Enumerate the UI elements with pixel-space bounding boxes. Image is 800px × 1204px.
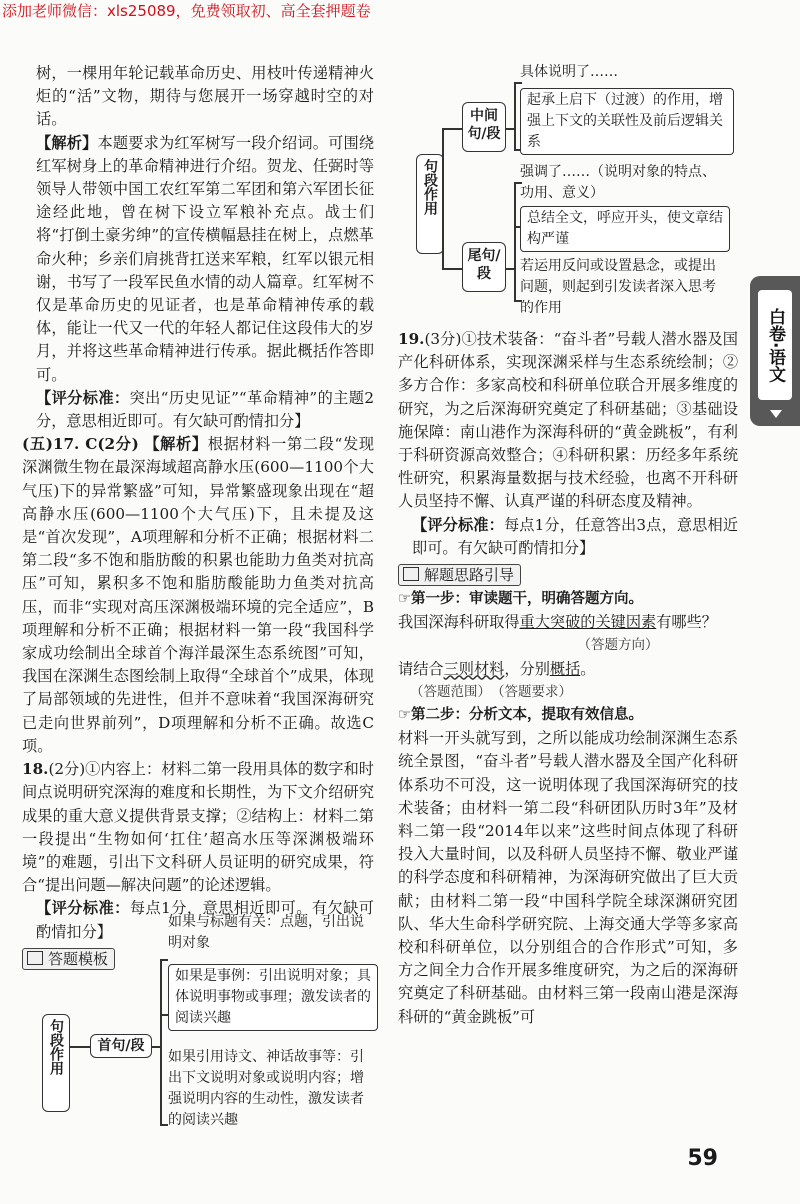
q18-score-text: 每点1分，意思相近即可。有欠缺可酌情扣分】 — [36, 899, 374, 941]
answer-paragraph: 树，一棵用年轮记载革命历史、用枝叶传递精神火炬的“活”文物，期待与您展开一场穿越时空的对话。 — [36, 64, 374, 129]
s1-key-direction: 重大突破的关键因素 — [519, 613, 657, 632]
score-text: 突出“历史见证”“革命精神”的主题2分，意思相近即可。有欠缺可酌情扣分】 — [36, 388, 374, 431]
tree-root-label: 句段作用 — [48, 1019, 64, 1075]
step-one-text: 第一步：审读题干，明确答题方向。 — [411, 591, 643, 608]
s1-text: 我国深海科研取得 — [398, 613, 520, 632]
guide-title: 解题思路引导 — [424, 566, 515, 585]
q17-head: (五)17. C(2分) — [22, 435, 139, 454]
answer-template-diagram — [22, 912, 382, 1172]
annotation-direction: （答题方向） — [577, 637, 659, 654]
s1-text: ，分别 — [504, 659, 550, 678]
tree-branch-end — [462, 242, 506, 292]
page-number: 59 — [687, 1146, 718, 1171]
s1-text: 请结合 — [398, 659, 444, 678]
guide-heading — [398, 564, 521, 586]
tree-item: 总结全文，呼应开头，使文章结构严谨 — [520, 206, 730, 252]
s1-text: 有哪些？ — [656, 613, 717, 632]
sentence-function-diagram — [412, 60, 737, 322]
q19-head: 19. — [398, 330, 425, 348]
s1-requirement: 概括 — [549, 659, 581, 678]
connector — [514, 182, 516, 300]
connector — [442, 268, 462, 270]
score-paragraph — [22, 387, 374, 433]
connector — [506, 128, 514, 130]
triangle-down-icon — [770, 410, 782, 418]
q18-score-tag: 【评分标准： — [36, 899, 130, 918]
tree-item: 如果是事例：引出说明对象；具体说明事物或事理；激发读者的阅读兴趣 — [168, 964, 378, 1031]
tree-item: 若运用反问或设置悬念，或提出问题，则起到引发读者深入思考的作用 — [520, 258, 716, 316]
q19-score-tag: 【评分标准： — [412, 515, 504, 534]
analysis-text: 本题要求为红军树写一段介绍词。可围绕红军树身上的革命精神进行介绍。贺龙、任弼时等领导人带领中国工农红军第二军团和第六军团长征途经此地，曾在树下设立军粮补充点。战士们将“打倒土豪劣绅”的宣传横幅悬挂在树上，点燃革命火种；乡亲们肩挑背扛送来军粮，红军以银元相谢，书写了一段军民鱼水情的动人篇章。红军树不仅是革命历史的见证者，也是革命精神传承的载体，能让一代又一代的年轻人都记住这段伟大的岁月，并将这些革命精神进行传承。据此概括作答即可。 — [36, 133, 375, 384]
left-column — [22, 62, 374, 972]
tree-root — [416, 154, 444, 254]
question-19 — [398, 328, 738, 514]
tree-item: 强调了……（说明对象的特点、功用、意义） — [520, 164, 716, 201]
edit-icon — [403, 567, 419, 581]
connector — [160, 1124, 168, 1126]
step-one: ☞第一步：审读题干，明确答题方向。 — [398, 591, 643, 608]
connector — [160, 959, 168, 961]
connector — [442, 128, 462, 130]
tree-item: 如果引用诗文、神话故事等：引出下文说明对象或说明内容；增强说明内容的生动性，激发读者的阅读兴趣 — [168, 1049, 364, 1128]
tree-item: 如果与标题有关：点题，引出说明对象 — [168, 914, 364, 951]
connector — [506, 268, 514, 270]
tree-branch-label: 尾句/段 — [467, 248, 501, 282]
q19-score-text: 每点1分，任意答出3点，意思相近即可。有欠缺可酌情扣分】 — [412, 515, 739, 557]
step-two-analysis: 材料一开头就写到，之所以能成功绘制深渊生态系统全景图，“奋斗者”号载人潜水器及全国产化科研体系功不可没，这一说明体现了我国深海研究的技术装备；由材料一第二段“科研团队历时3年”及材料二第一段“2014年以来”这些时间点体现了科研投入大量时间，以及科研人员坚持不懈、敬业严谨的科学态度和科研精神，为深海研究做出了巨大贡献；由材料二第一段“中国科学院全球深渊研究团队、华大生命科学研究院、上海交通大学等多家高校和科研单位，以分别组合的合作形式”可知，多方之间全力合作开展多维度研究，为之后的深海研究奠定了科研基础。由材料三第一段南山港是深海科研的“黄金跳板”可 — [398, 729, 738, 1026]
side-tab-label: 白卷·语文 — [758, 290, 792, 400]
watermark-text: 添加老师微信：xls25089，免费领取初、高全套押题卷 — [2, 2, 371, 20]
connector — [514, 82, 516, 150]
tree-branch — [90, 1034, 152, 1058]
tree-branch-label: 首句/段 — [97, 1038, 145, 1054]
step-one-question — [398, 611, 738, 634]
tree-root — [42, 1014, 70, 1112]
step-two-text: 第二步：分析文本，提取有效信息。 — [411, 707, 643, 724]
s1-scope: 三则材料 — [443, 659, 505, 678]
analysis-paragraph — [22, 132, 374, 387]
analysis-tag: 【解析】 — [36, 133, 98, 152]
subject-side-tab — [750, 276, 800, 426]
question-17 — [22, 433, 374, 758]
tree-item: 具体说明了…… — [520, 64, 618, 80]
q19-text: (3分)①技术装备：“奋斗者”号载人潜水器及国产化科研体系，实现深渊采样与生态系统绘制；②多方合作：多家高校和科研单位联合开展多维度的研究，为之后深海研究奠定了科研基础；③基础设施保障：南山港作为深海科研的“黄金跳板”，有利于科研资源高效整合；④科研积累：历经多年系统性研究，积累海量数据与技术经验，也离不开科研人员坚持不懈、认真严谨的科研态度及精神。 — [398, 330, 738, 511]
right-column — [398, 328, 738, 1029]
s1-text: 。 — [580, 659, 596, 678]
score-tag: 【评分标准： — [36, 388, 130, 407]
template-title: 答题模板 — [48, 949, 109, 968]
question-18 — [22, 758, 374, 897]
tree-branch-middle — [462, 102, 506, 152]
q19-score — [398, 514, 738, 560]
q17-text: 根据材料一第二段“发现深渊微生物在最深海域超高静水压(600—1100个大气压)下的异常繁盛”可知，异常繁盛现象出现在“超高静水压(600—1100个大气压)下，且未提及这是“首次发现”，A项理解和分析不正确；根据材料二第二段“多不饱和脂肪酸的积累也能助力鱼类对抗高压”可知，累积多不饱和脂肪酸能助力鱼类对抗高压，而非“实现对高压深渊极端环境的完全适应”，B项理解和分析不正确；根据材料一第一段“我国科学家成功绘制出全球首个海洋最深生态系统图”可知，我国在深渊生态图绘制上取得“全球首个”成果，体现了局部领域的先进性，但并不意味着“我国深海研究已走向世界前列”，D项理解和分析不正确。故选C项。 — [22, 435, 375, 755]
q18-text: (2分)①内容上：材料二第一段用具体的数字和时间点说明研究深海的难度和长期性，为下文介绍研究成果的重大意义提供背景支撑；②结构上：材料二第一段提出“生物如何‘扛住’超高水压等深渊极端环境”的难题，引出下文科研人员证明的研究成果，符合“提出问题—解决问题”的论述逻辑。 — [22, 760, 374, 895]
step-one-scope — [398, 658, 738, 681]
step-two: ☞第二步：分析文本，提取有效信息。 — [398, 707, 643, 724]
connector — [160, 959, 162, 1125]
connector — [70, 1046, 90, 1048]
q18-head: 18. — [22, 760, 49, 779]
q17-tag: 【解析】 — [144, 435, 208, 454]
tree-item: 起承上启下（过渡）的作用，增强上下文的关联性及前后逻辑关系 — [520, 88, 734, 155]
connector — [152, 1046, 160, 1048]
connector — [160, 1014, 168, 1016]
tree-root-label: 句段作用 — [422, 159, 438, 215]
annotation-scope: （答题范围） （答题要求） — [410, 683, 572, 700]
connector — [442, 128, 444, 268]
tree-branch-label: 中间句/段 — [467, 108, 501, 142]
